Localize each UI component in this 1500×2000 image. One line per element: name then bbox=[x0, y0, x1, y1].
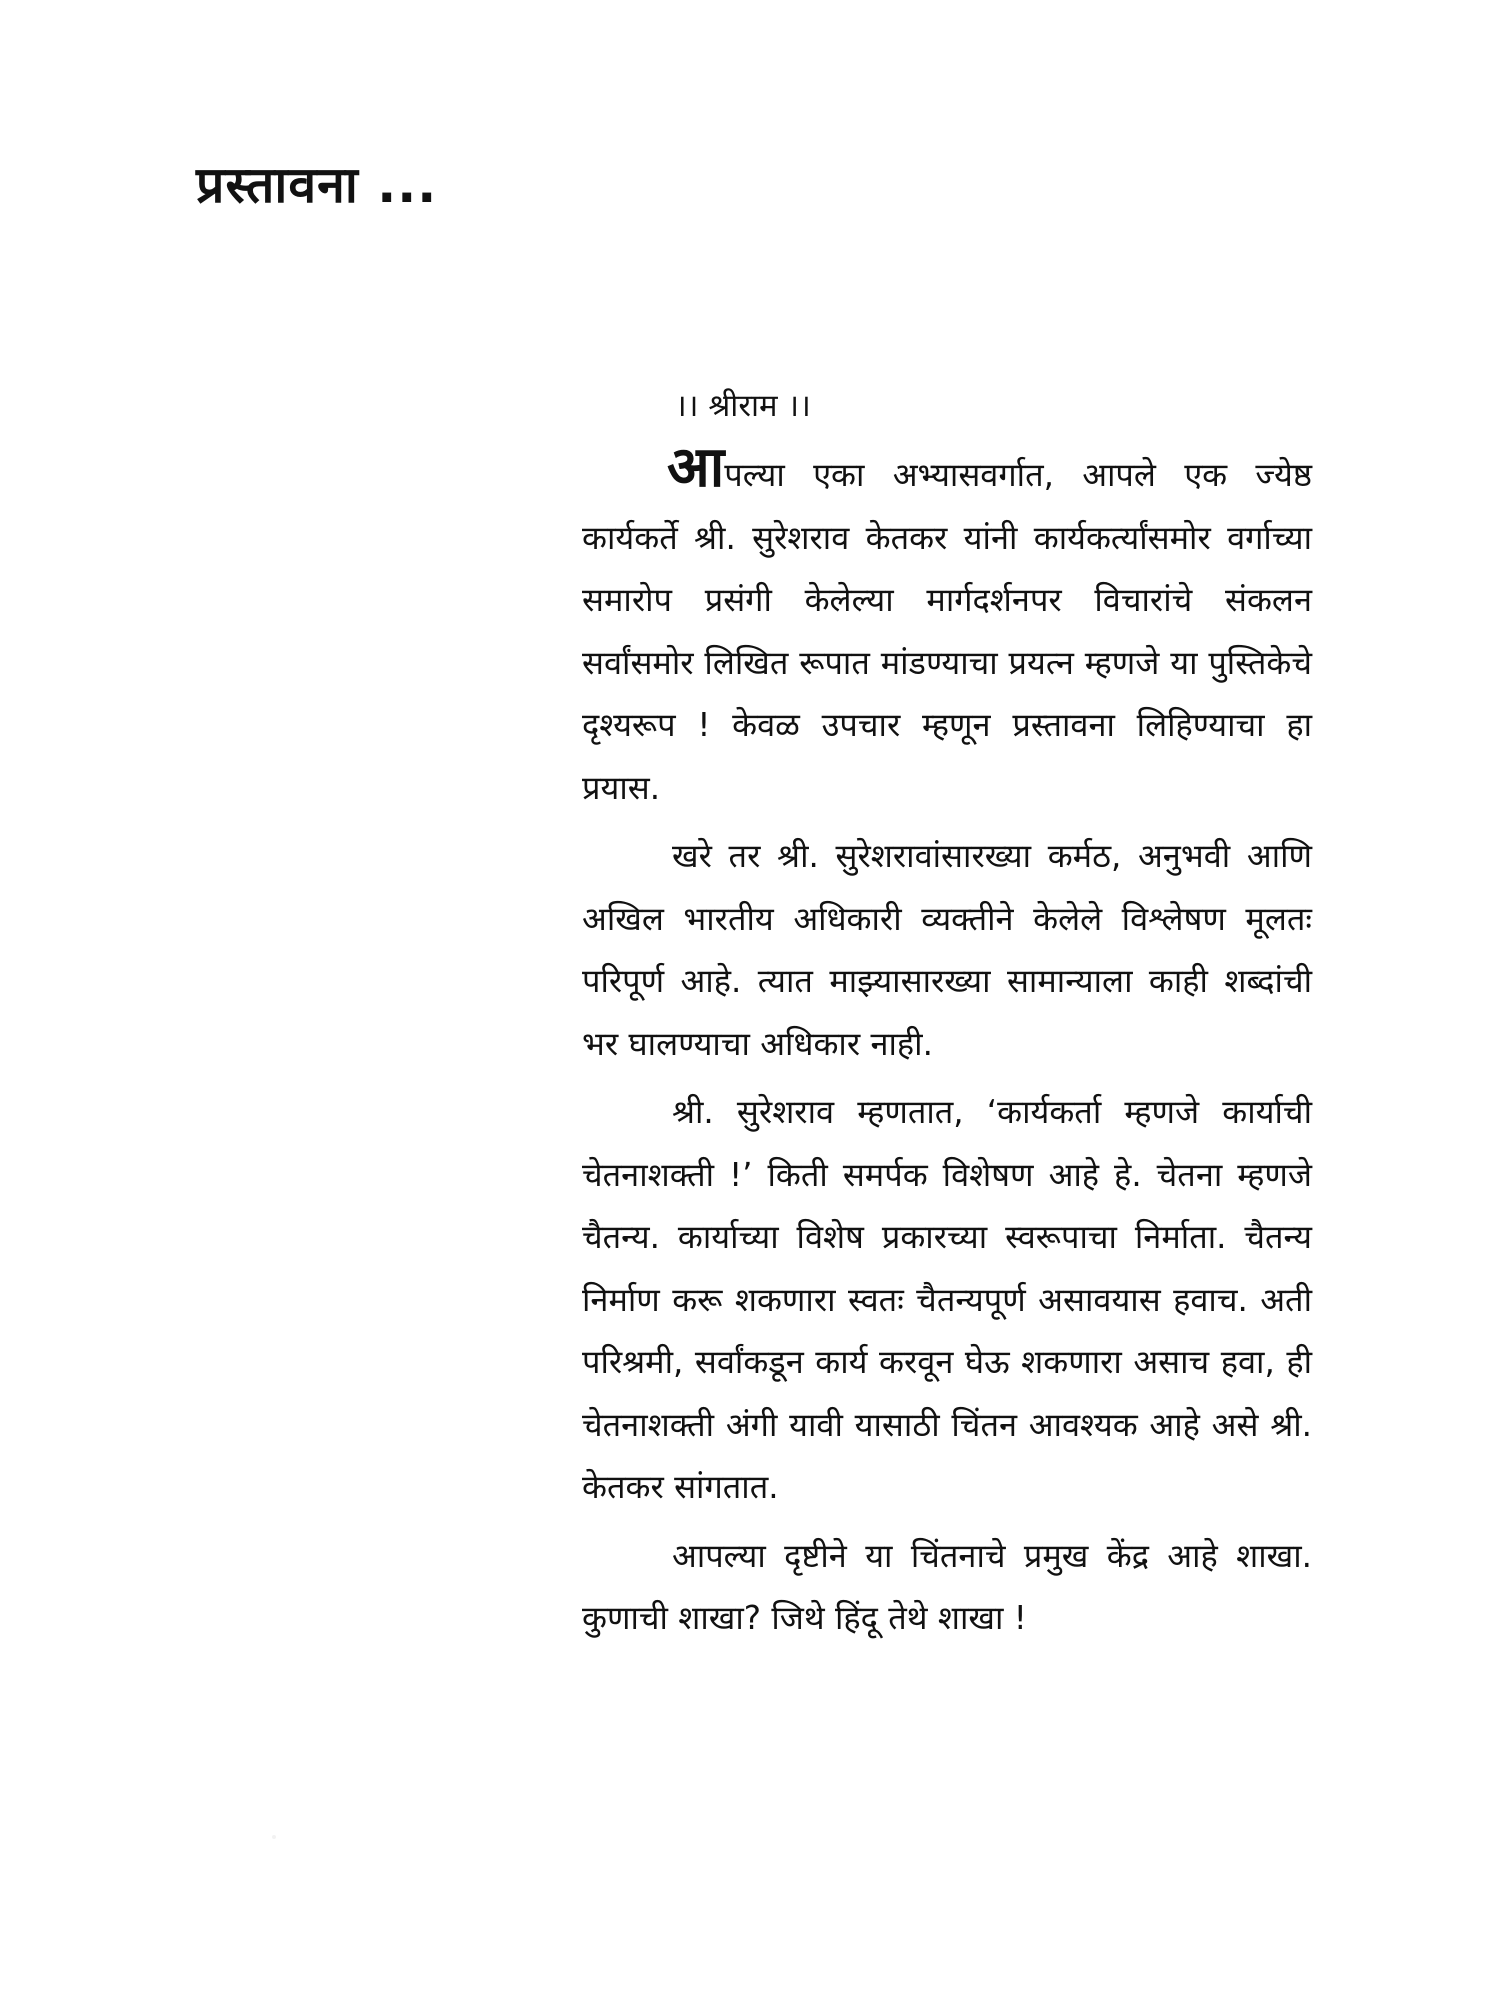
paragraph-3: श्री. सुरेशराव म्हणतात, ‘कार्यकर्ता म्हणजे कार्याची चेतनाशक्ती !’ किती समर्पक विशेषण आहे हे. चेतना म्हणजे चैतन्य. कार्याच्या विशेष प्रकारच्या स्वरूपाचा निर्माता. चैतन्य निर्माण करू शकणारा स्वतः चैतन्यपूर्ण असावयास हवाच. अती परिश्रमी, सर्वांकडून कार्य करवून घेऊ शकणारा असाच हवा, ही चेतनाशक्ती अंगी यावी यासाठी चिंतन आवश्यक आहे असे श्री. केतकर सांगतात. bbox=[582, 1093, 1312, 1506]
page-title: प्रस्तावना ... bbox=[196, 156, 438, 214]
paragraph-1-text: पल्या एका अभ्यासवर्गात, आपले एक ज्येष्ठ कार्यकर्ते श्री. सुरेशराव केतकर यांनी कार्यकर्त्यांसमोर वर्गाच्या समारोप प्रसंगी केलेल्या मार्गदर्शनपर विचारांचे संकलन सर्वांसमोर लिखित रूपात मांडण्याचा प्रयत्न म्हणजे या पुस्तिकेचे दृश्यरूप ! केवळ उपचार म्हणून प्रस्तावना लिहिण्याचा हा प्रयास. bbox=[582, 456, 1312, 807]
preface-body bbox=[582, 435, 1312, 1656]
invocation-line: ।। श्रीराम ।। bbox=[675, 388, 811, 424]
scan-speck bbox=[272, 1835, 276, 1839]
drop-cap: आ bbox=[667, 435, 725, 500]
paragraph-1 bbox=[582, 435, 1312, 819]
paragraph-2: खरे तर श्री. सुरेशरावांसारख्या कर्मठ, अनुभवी आणि अखिल भारतीय अधिकारी व्यक्तीने केलेले विश्लेषण मूलतः परिपूर्ण आहे. त्यात माझ्यासारख्या सामान्याला काही शब्दांची भर घालण्याचा अधिकार नाही. bbox=[582, 837, 1312, 1063]
paragraph-4: आपल्या दृष्टीने या चिंतनाचे प्रमुख केंद्र आहे शाखा. कुणाची शाखा? जिथे हिंदू तेथे शाखा ! bbox=[582, 1536, 1312, 1637]
